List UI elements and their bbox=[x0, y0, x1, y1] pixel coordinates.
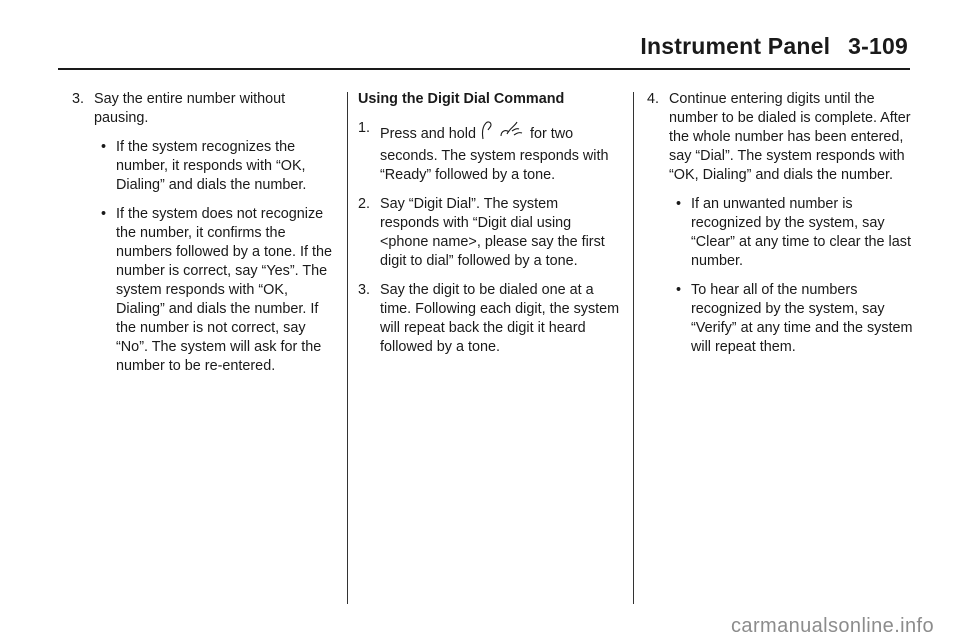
column-2 bbox=[358, 90, 620, 367]
bullet-item bbox=[94, 205, 340, 376]
step-number: 3. bbox=[72, 91, 85, 107]
step-text: Say the entire number without pausing. bbox=[94, 91, 286, 126]
step-number: 4. bbox=[647, 91, 660, 107]
page-number: 3-109 bbox=[848, 33, 908, 59]
bullet-text: If an unwanted number is recognized by the system, say “Clear” at any time to clear the last number. bbox=[691, 196, 911, 269]
bullet-item bbox=[669, 195, 917, 271]
step-3 bbox=[358, 281, 620, 357]
page-header bbox=[640, 33, 908, 60]
bullet-dot: • bbox=[676, 196, 682, 212]
column-divider bbox=[633, 92, 634, 604]
step-2 bbox=[358, 195, 620, 271]
step-number: 2. bbox=[358, 196, 371, 212]
step-text-post: for two seconds. The system responds with “Ready” followed by a tone. bbox=[380, 126, 609, 183]
header-rule bbox=[58, 68, 910, 70]
step-text: Say “Digit Dial”. The system responds with “Digit dial using <phone name>, please say the first digit to dial” followed by a tone. bbox=[380, 196, 605, 269]
step-1 bbox=[358, 119, 620, 185]
bullet-item bbox=[94, 138, 340, 195]
step-text: Say the digit to be dialed one at a time. Following each digit, the system will repeat back the digit it heard followed by a tone. bbox=[380, 282, 620, 355]
watermark: carmanualsonline.info bbox=[731, 615, 934, 637]
bullet-dot: • bbox=[101, 206, 107, 222]
step-text: Continue entering digits until the number to be dialed is complete. After the whole number has been entered, say “Dial”. The system responds with “OK, Dialing” and dials the number. bbox=[669, 91, 911, 183]
phone-voice-icon bbox=[479, 119, 529, 147]
bullet-text: To hear all of the numbers recognized by the system, say “Verify” at any time and the system will repeat them. bbox=[691, 282, 913, 355]
bullet-text: If the system does not recognize the number, it confirms the numbers followed by a tone. If the number is correct, say “Yes”. The system responds with “OK, Dialing” and dials the number. If the number is not correct, say “No”. The system will ask for the number to be re-entered. bbox=[116, 206, 332, 374]
bullet-dot: • bbox=[676, 282, 682, 298]
step-number: 3. bbox=[358, 282, 371, 298]
column-1 bbox=[72, 90, 340, 386]
section-heading: Using the Digit Dial Command bbox=[358, 91, 565, 107]
column-3 bbox=[647, 90, 917, 367]
step-4 bbox=[647, 90, 917, 185]
bullet-dot: • bbox=[101, 139, 107, 155]
section-title: Instrument Panel bbox=[640, 33, 831, 59]
step-number: 1. bbox=[358, 120, 371, 136]
bullet-text: If the system recognizes the number, it responds with “OK, Dialing” and dials the number. bbox=[116, 139, 307, 193]
step-3 bbox=[72, 90, 340, 128]
bullet-item bbox=[669, 281, 917, 357]
column-divider bbox=[347, 92, 348, 604]
step-text-pre: Press and hold bbox=[380, 126, 476, 142]
